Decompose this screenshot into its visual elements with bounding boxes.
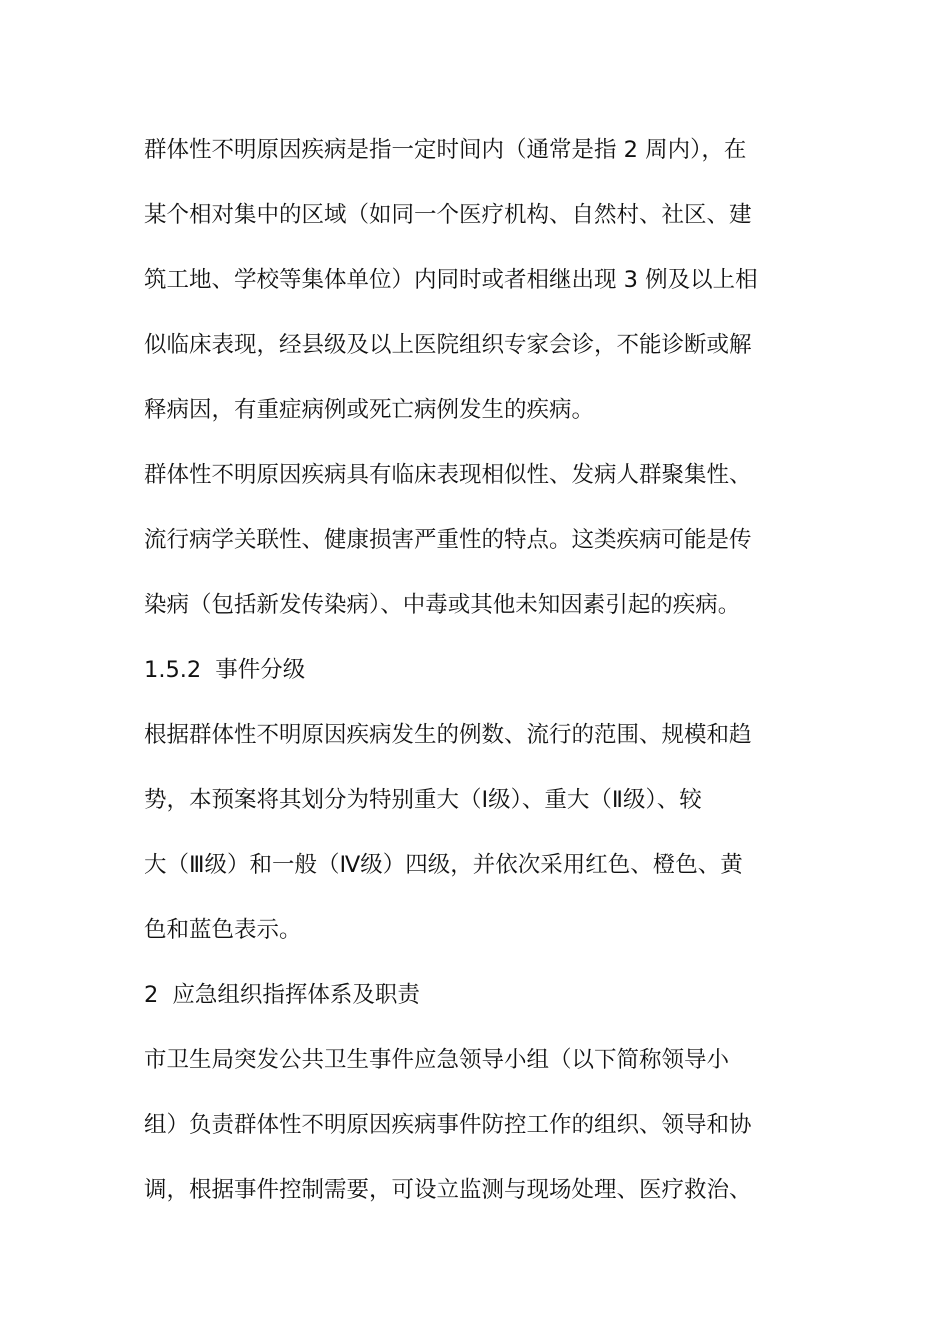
section-number: 2 [144,982,159,1008]
paragraph-characteristics [144,443,808,638]
text-line: 大（Ⅲ级）和一般（Ⅳ级）四级，并依次采用红色、橙色、黄 [144,852,743,878]
text-line: 筑工地、学校等集体单位）内同时或者相继出现 3 例及以上相 [144,267,758,293]
text-line: 释病因，有重症病例或死亡病例发生的疾病。 [144,397,595,423]
text-line: 某个相对集中的区域（如同一个医疗机构、自然村、社区、建 [144,202,752,228]
section-heading-organization [144,963,808,1028]
text-line: 调，根据事件控制需要，可设立监测与现场处理、医疗救治、 [144,1177,752,1203]
text-line: 流行病学关联性、健康损害严重性的特点。这类疾病可能是传 [144,527,752,553]
text-line: 似临床表现，经县级及以上医院组织专家会诊，不能诊断或解 [144,332,752,358]
paragraph-leadership [144,1028,808,1223]
text-line: 染病（包括新发传染病）、中毒或其他未知因素引起的疾病。 [144,592,741,618]
text-line: 市卫生局突发公共卫生事件应急领导小组（以下简称领导小 [144,1047,730,1073]
text-line: 势，本预案将其划分为特别重大（Ⅰ级）、重大（Ⅱ级）、较 [144,787,702,813]
paragraph-grading [144,703,808,963]
text-line: 色和蓝色表示。 [144,917,302,943]
section-title: 事件分级 [215,657,306,683]
section-title: 应急组织指挥体系及职责 [172,982,420,1008]
paragraph-definition [144,118,808,443]
text-line: 根据群体性不明原因疾病发生的例数、流行的范围、规模和趋 [144,722,752,748]
text-line: 组）负责群体性不明原因疾病事件防控工作的组织、领导和协 [144,1112,752,1138]
section-number: 1.5.2 [144,657,202,683]
document-body [144,118,808,1223]
text-line: 群体性不明原因疾病具有临床表现相似性、发病人群聚集性、 [144,462,752,488]
text-line: 群体性不明原因疾病是指一定时间内（通常是指 2 周内），在 [144,137,747,163]
section-heading-event-grading [144,638,808,703]
